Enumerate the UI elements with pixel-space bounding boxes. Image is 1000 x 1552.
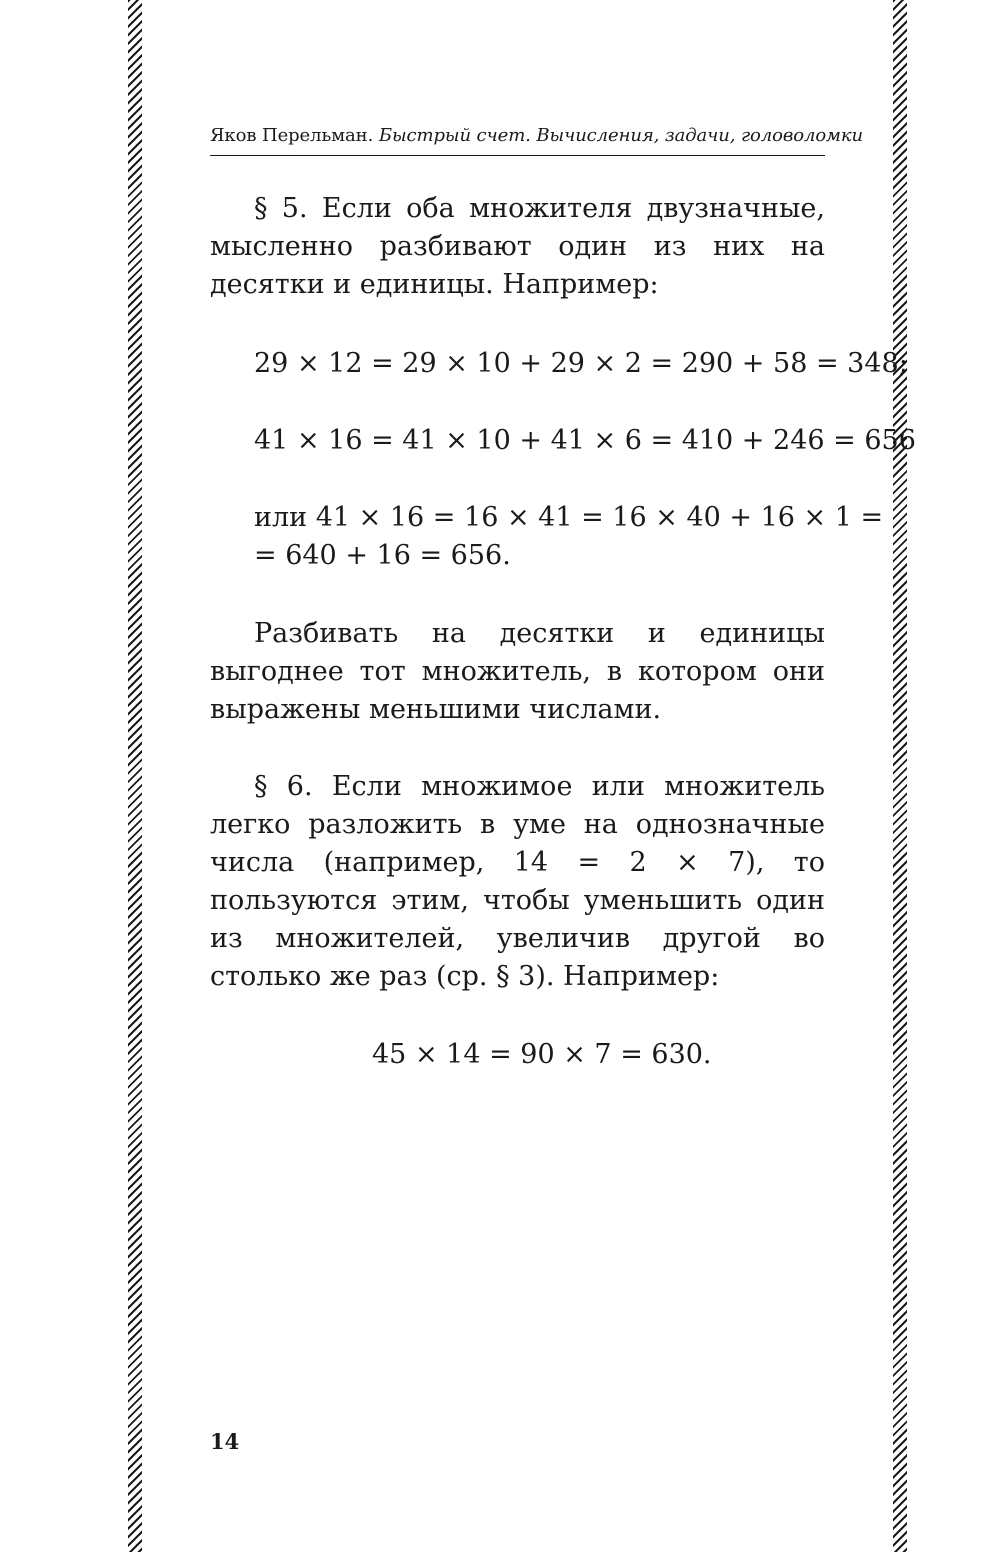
formula-29x12: 29 × 12 = 29 × 10 + 29 × 2 = 290 + 58 = 348; [254, 348, 908, 379]
running-head-title: Быстрый счет. Вычисления, задачи, головоломки [378, 125, 864, 146]
page-number: 14 [210, 1429, 240, 1454]
left-decorative-border [128, 0, 142, 1552]
header-rule [210, 155, 825, 156]
formula-alternative-line-1: или 41 × 16 = 16 × 41 = 16 × 40 + 16 × 1 = [254, 502, 884, 533]
section-5-paragraph: § 5. Если оба множителя двузначные, мысленно разбивают один из них на десятки и единицы. Например: [210, 193, 825, 300]
right-decorative-border [893, 0, 907, 1552]
formula-45x14: 45 × 14 = 90 × 7 = 630. [372, 1039, 712, 1070]
formula-alternative-line-2: = 640 + 16 = 656. [254, 540, 511, 571]
formula-41x16: 41 × 16 = 41 × 10 + 41 × 6 = 410 + 246 = 656 [254, 425, 916, 456]
running-head-author: Яков Перельман. [210, 125, 374, 146]
section-5-note-paragraph: Разбивать на десятки и единицы выгоднее тот множитель, в котором они выражены меньшими числами. [210, 618, 825, 725]
running-head [210, 124, 864, 148]
section-6-paragraph: § 6. Если множимое или множитель легко разложить в уме на однозначные числа (например, 14 = 2 × 7), то пользуются этим, чтобы уменьшить один из множителей, увеличив другой во столько же раз (ср. § 3). Например: [210, 771, 825, 992]
